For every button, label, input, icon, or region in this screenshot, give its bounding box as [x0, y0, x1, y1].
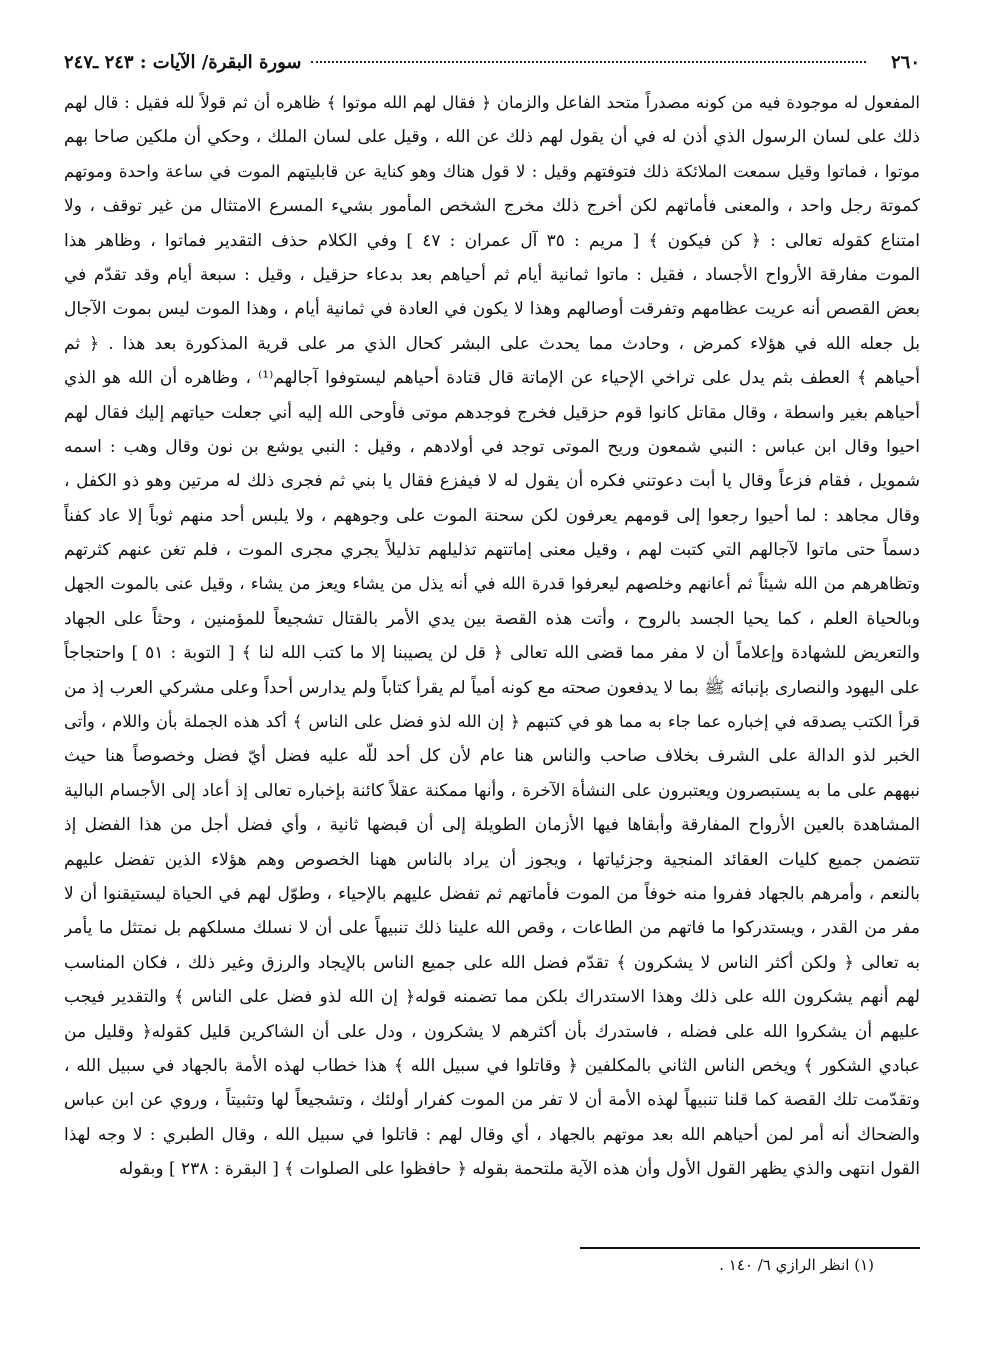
text-line: ذلك على لسان الرسول الذي أذن له في أن يقول لهم ذلك عن الله ، وقيل على لسان الملك ، وحكي أن ملكين صاحا بهم: [64, 127, 920, 148]
text-line: المفعول له موجودة فيه من كونه مصدراً متحد الفاعل والزمان ﴿ فقال لهم الله موتوا ﴾ ظاهره أن ثم قولاً لله فقيل : قال لهم: [64, 93, 920, 112]
text-line: بعض القصص أنه عريت عظامهم وتفرقت أوصالهم وهذا لا يكون في العادة في ثمانية أيام ، وهذا الموت ليس بموت الآجال: [64, 299, 920, 320]
text-line: أحياهم ﴾ العطف بثم يدل على تراخي الإحياء عن الإماتة قال قتادة أحياهم ليستوفوا آجالهم⁽¹⁾ ، وظاهره أن الله هو الذي: [64, 368, 920, 389]
footnote: (١) انظر الرازي ٦/ ١٤٠ .: [719, 1256, 874, 1274]
text-line: الخبر لذو الدالة على الشرف بخلاف صاحب والناس هنا عام لأن كل أحد للّه عليه فضل أيّ فضل وخصوصاً هنا حيث: [64, 746, 920, 767]
text-line: عليهم أن يشكروا الله على فضله ، فاستدرك بأن أكثرهم لا يشكرون ، ودل على أن الشاكرين قليل كقوله﴿ وقليل من: [64, 1021, 920, 1042]
text-line: المشاهدة بالعين الأرواح المفارقة وأبقاها فيها الأزمان الطويلة إلى أن قبضها ثانية ، وأي فضل أجل من هذا الفضل إذ: [64, 815, 920, 836]
header-dotted-leader: [311, 61, 866, 63]
text-line: وقال مجاهد : لما أحيوا رجعوا إلى قومهم يعرفون لكن سحنة الموت على وجوههم ، ولا يلبس أحد منهم ثوباً إلا عاد كفناً: [64, 505, 920, 526]
text-line: أحياهم بغير واسطة ، وقال مقاتل كانوا قوم حزقيل فخرج فوجدهم موتى فأوحى الله إليه أني جعلت حياتهم إليك فقال لهم: [64, 402, 920, 423]
text-line: الموت مفارقة الأرواح الأجساد ، فقيل : ماتوا ثمانية أيام ثم أحياهم بعد بدعاء حزقيل ، وقيل : سبعة أيام وقد تقدّم في: [64, 264, 920, 285]
text-line: تتضمن جميع كليات العقائد المنجية وجزئياتها ، ويجوز أن يراد بالناس ههنا الخصوص وهم هؤلاء الذين تفضل عليهم: [64, 849, 920, 870]
text-line: بل جعله الله في هؤلاء كمرض ، وحادث مما يحدث على البشر كحال الذي مر على قرية المذكورة بعد هذا . ﴿ ثم: [64, 333, 920, 354]
text-line: امتناع كقوله تعالى : ﴿ كن فيكون ﴾ [ مريم : ٣٥ آل عمران : ٤٧ ] وفي الكلام حذف التقدير فماتوا ، وظاهر هذا: [64, 230, 920, 251]
text-line: عبادي الشكور ﴾ ويخص الناس الثاني بالمكلفين ﴿ وقاتلوا في سبيل الله ﴾ هذا خطاب لهذه الأمة بالجهاد في سبيل الله ،: [64, 1055, 920, 1076]
text-line: لهم أنهم يشكرون الله على ذلك وهذا الاستدراك بلكن مما تضمنه قوله﴿ إن الله لذو فضل على الناس ﴾ والتقدير فيجب: [64, 987, 920, 1008]
text-line: وتظاهرهم من الله شيئاً ثم أعانهم وخلصهم ليعرفوا قدرة الله في أنه يذل من يشاء ويعز من يشاء ، وقيل عنى بالموت الجهل: [64, 574, 920, 594]
text-line: موتوا ، فماتوا وقيل سمعت الملائكة ذلك فتوفتهم وقيل : لا قول هناك وهو كناية عن قابليتهم الموت في ساعة واحدة وموتهم: [64, 161, 920, 181]
text-line: على اليهود والنصارى بإنبائه ﷺ بما لا يدفعون صحته مع كونه أمياً لم يقرأ كتاباً ولم يدارس أحداً وعلى مشركي العرب إذ من: [64, 677, 920, 698]
text-line: وبالحياة العلم ، كما يحيا الجسد بالروح ، وأتت هذه القصة بين يدي الأمر بالقتال تشجيعاً للمؤمنين ، وحثاً على الجهاد: [64, 608, 920, 629]
text-line: دسماً حتى ماتوا لآجالهم التي كتبت لهم ، وقيل معنى إماتتهم تذليلهم تذليلاً يجري مجرى الموت ، فلم تغن عنهم كثرتهم: [64, 540, 920, 561]
text-line: بالنعم ، وأمرهم بالجهاد ففروا منه خوفاً من الموت فأماتهم ثم تفضل عليهم بالإحياء ، وطوّل لهم في الحياة ليستيقنوا أن لا: [64, 883, 920, 904]
text-line: نبههم على ما به يستبصرون ويعتبرون على النشأة الآخرة ، وأنها ممكنة عقلاً كائنة بإخباره تعالى إذ أعاد إلى الأجسام البالية: [64, 780, 920, 801]
running-header: [64, 52, 920, 80]
text-line: والتعريض للشهادة وإعلاماً أن لا مفر مما قضى الله تعالى ﴿ قل لن يصيبنا إلا ما كتب الله لنا ﴾ [ التوبة : ٥١ ] واحتجاجاً: [64, 643, 920, 664]
text-line: كموتة رجل واحد ، والمعنى فأماتهم لكن أخرج ذلك مخرج الشخص المأمور بشيء المسرع الامتثال من غير توقف ، ولا: [64, 196, 920, 217]
text-line: به تعالى ﴿ ولكن أكثر الناس لا يشكرون ﴾ تقدّم فضل الله على جميع الناس بالإيجاد والرزق وغير ذلك ، فكان المناسب: [64, 952, 920, 973]
text-line: وتقدّمت تلك القصة كما قلنا تنبيهاً لهذه الأمة أن لا تفر من الموت كفرار أولئك ، وتشجيعاً لها وتثبيتاً ، وروي عن ابن عباس: [64, 1090, 920, 1111]
text-line: شمويل ، فقام فزعاً وقال يا أبت دعوتني فكره أن يقول له لا فيفزع فقال يا بني ثم فجرى ذلك له مرتين وهو ذو الكفل ،: [64, 471, 920, 492]
text-line: احيوا وقال ابن عباس : النبي شمعون وريح الموتى توجد في أولادهم ، وقيل : النبي يوشع بن نون وقال وهب : اسمه: [64, 436, 920, 457]
surah-range-title: سورة البقرة/ الآيات : ٢٤٣ ـ٢٤٧: [64, 52, 302, 73]
footnote-separator: [580, 1247, 920, 1249]
page-number: ٢٦٠: [890, 52, 920, 73]
text-line: والضحاك أنه أمر لمن أحياهم الله بعد موتهم بالجهاد ، أي وقال لهم : قاتلوا في سبيل الله ، وقال الطبري : لا وجه لهذا: [64, 1124, 920, 1145]
commentary-text: [64, 86, 920, 1187]
text-line: مفر من القدر ، ويستدركوا ما فاتهم من الطاعات ، وقص الله علينا ذلك تنبيهاً على أن لا نسلك مسلكهم بل نمتثل ما يأمر: [64, 918, 920, 939]
text-line: القول انتهى والذي يظهر القول الأول وأن هذه الآية ملتحمة بقوله ﴿ حافظوا على الصلوات ﴾ [ البقرة : ٢٣٨ ] وبقوله: [118, 1159, 920, 1180]
text-line: قرأ الكتب يصدقه في إخباره عما جاء به مما هو في كتبهم ﴿ إن الله لذو فضل على الناس ﴾ أكد هذه الجملة بأن واللام ، وأتى: [64, 712, 920, 732]
